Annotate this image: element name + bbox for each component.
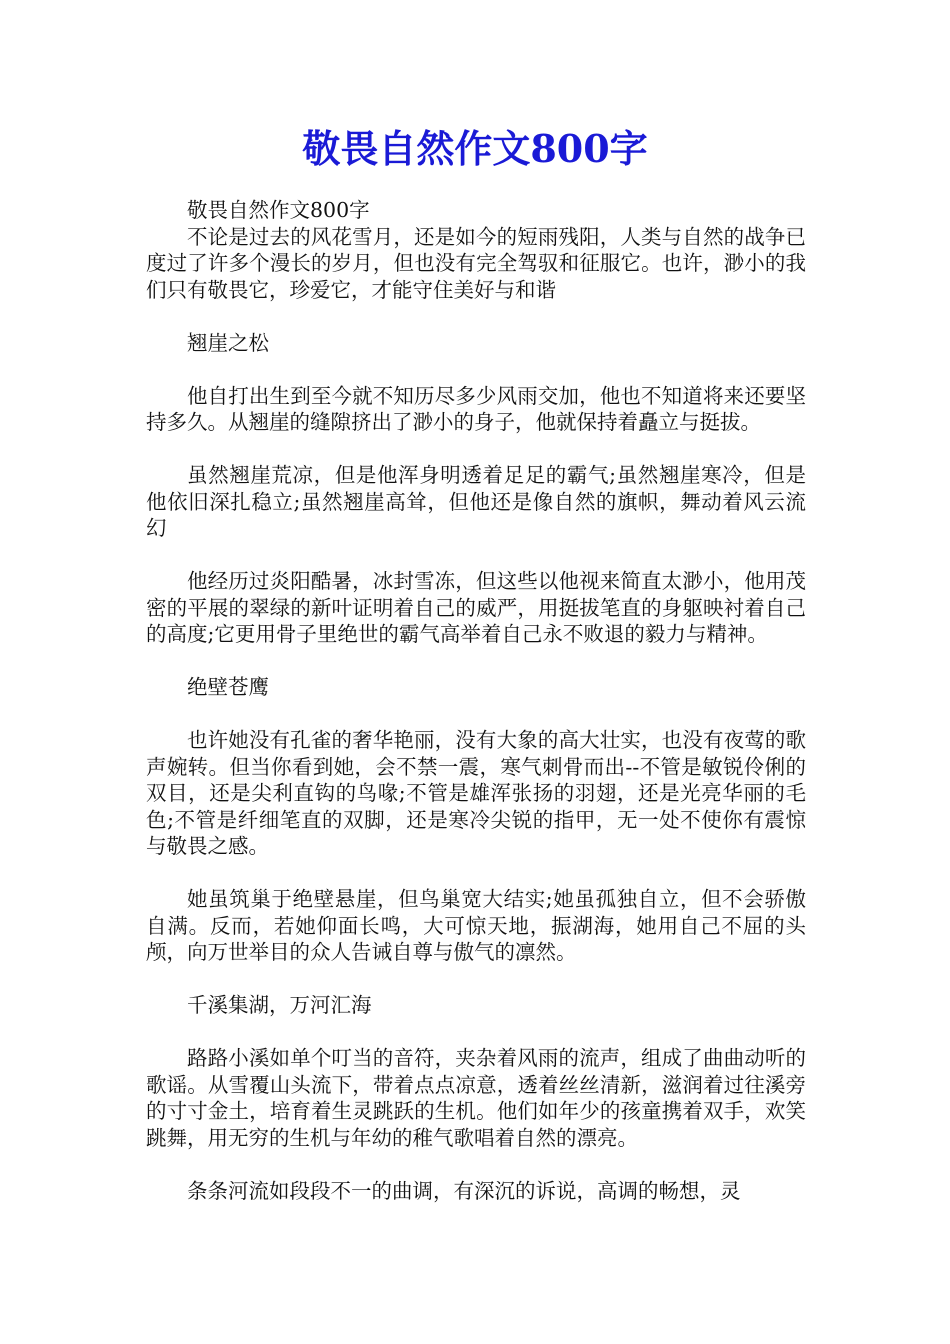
section-heading-pine: 翘崖之松 [187, 330, 269, 355]
section-heading-rivers: 千溪集湖，万河汇海 [187, 993, 372, 1017]
paragraph-subtitle: 敬畏自然作文800字 [187, 198, 370, 222]
document-body [146, 197, 806, 1204]
paragraph-eagle-2: 她虽筑巢于绝壁悬崖，但鸟巢宽大结实;她虽孤独自立，但不会骄傲自满。反而，若她仰面长鸣，大可惊天地，振湖海，她用自己不屈的头颅，向万世举目的众人告诫自尊与傲气的凛然。 [146, 887, 806, 964]
section-heading-eagle: 绝壁苍鹰 [187, 675, 269, 699]
paragraph-intro: 不论是过去的风花雪月，还是如今的短雨残阳，人类与自然的战争已度过了许多个漫长的岁月，但也没有完全驾驭和征服它。也许，渺小的我们只有敬畏它，珍爱它，才能守住美好与和谐 [146, 224, 806, 302]
paragraph-rivers-2: 条条河流如段段不一的曲调，有深沉的诉说，高调的畅想，灵 [187, 1178, 741, 1203]
paragraph-pine-3: 他经历过炎阳酷暑，冰封雪冻，但这些以他视来简直太渺小，他用茂密的平展的翠绿的新叶证明着自己的威严，用挺拔笔直的身躯映衬着自己的高度;它更用骨子里绝世的霸气高举着自己永不败退的毅力与精神。 [146, 569, 806, 646]
paragraph-rivers-1: 路路小溪如单个叮当的音符，夹杂着风雨的流声，组成了曲曲动听的歌谣。从雪覆山头流下，带着点点凉意，透着丝丝清新，滋润着过往溪旁的寸寸金土，培育着生灵跳跃的生机。他们如年少的孩童携着双手，欢笑跳舞，用无穷的生机与年幼的稚气歌唱着自然的漂亮。 [146, 1046, 806, 1150]
paragraph-pine-2: 虽然翘崖荒凉，但是他浑身明透着足足的霸气;虽然翘崖寒冷，但是他依旧深扎稳立;虽然翘崖高耸，但他还是像自然的旗帜，舞动着风云流幻 [146, 463, 806, 540]
document-title: 敬畏自然作文800字 [302, 126, 648, 171]
paragraph-pine-1: 他自打出生到至今就不知历尽多少风雨交加，他也不知道将来还要坚持多久。从翘崖的缝隙挤出了渺小的身子，他就保持着矗立与挺拔。 [146, 383, 806, 434]
paragraph-eagle-1: 也许她没有孔雀的奢华艳丽，没有大象的高大壮实，也没有夜莺的歌声婉转。但当你看到她，会不禁一震，寒气刺骨而出--不管是敏锐伶俐的双目，还是尖利直钩的鸟喙;不管是雄浑张扬的羽翅，还是光亮华丽的毛色;不管是纤细笔直的双脚，还是寒冷尖锐的指甲，无一处不使你有震惊与敬畏之感。 [146, 728, 806, 858]
